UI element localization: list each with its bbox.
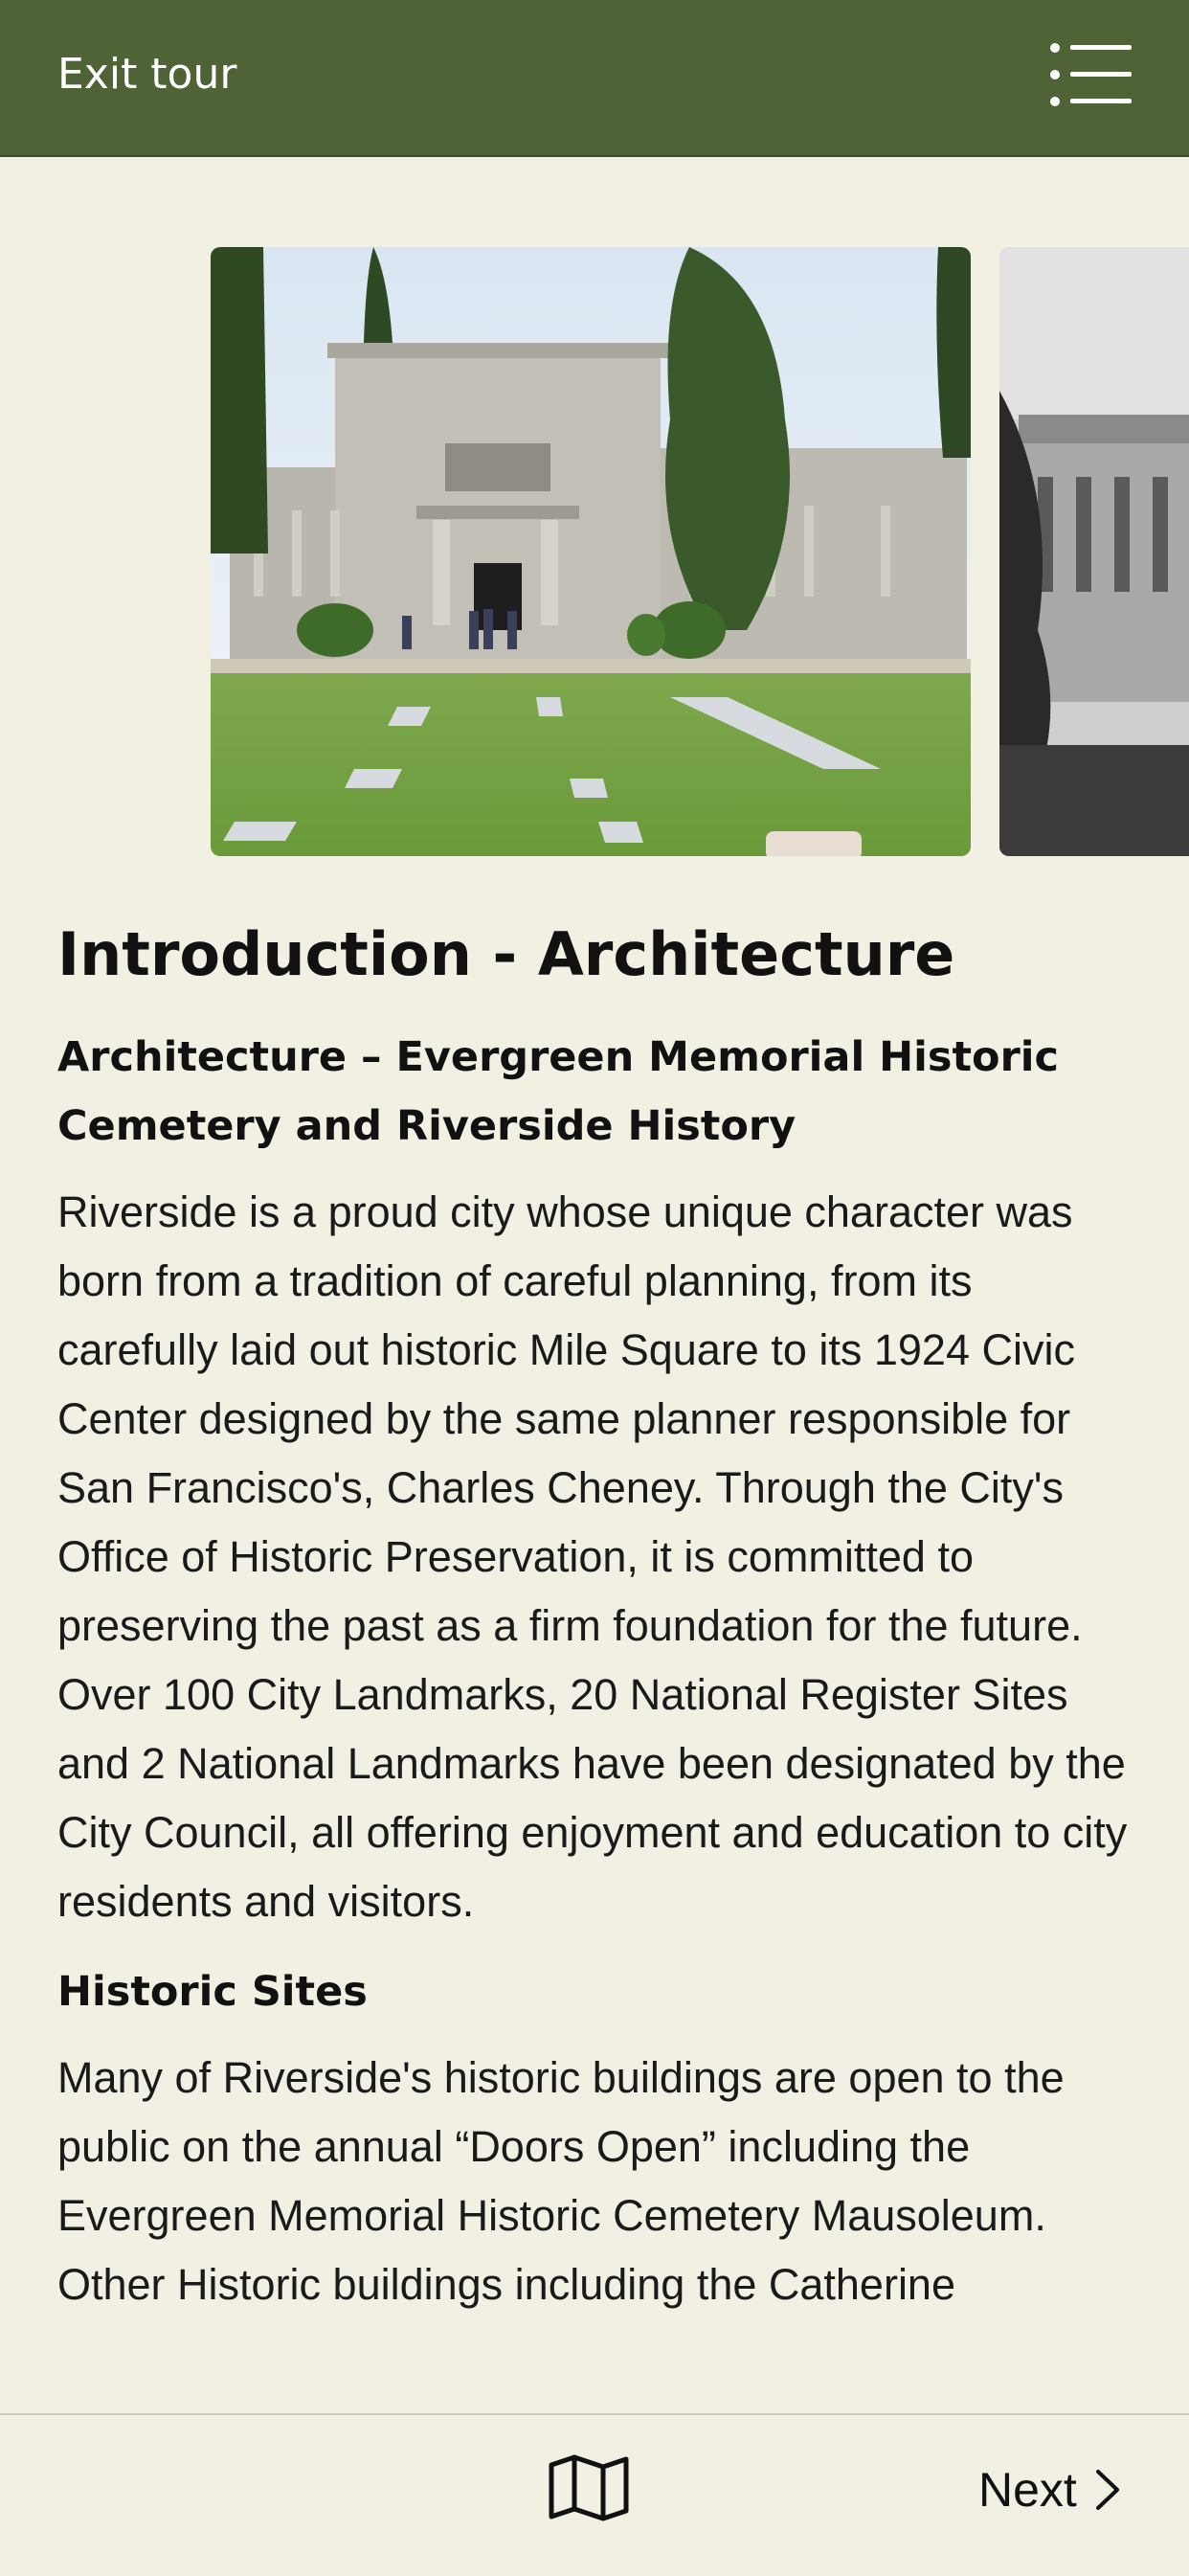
bottom-bar (0, 2413, 1189, 2576)
article-paragraph: Many of Riverside's historic buildings are open to the public on the annual “Doors Open” including the Evergreen Memorial Historic Cemetery Mausoleum. Other Historic buildings including the Catherine (57, 2053, 1065, 2310)
next-label: Next (978, 2463, 1077, 2517)
article-subtitle: Architecture – Evergreen Memorial Historic Cemetery and Riverside History (57, 1033, 1060, 1151)
map-button[interactable] (548, 2453, 630, 2522)
map-icon (548, 2453, 630, 2522)
top-bar (0, 0, 1189, 157)
historic-building-photo[interactable] (999, 247, 1189, 856)
image-carousel[interactable] (0, 247, 1189, 856)
exit-tour-button[interactable]: Exit tour (57, 50, 237, 99)
list-menu-icon (1049, 42, 1135, 109)
chevron-right-icon (1094, 2468, 1121, 2512)
mausoleum-photo[interactable] (211, 247, 971, 856)
next-button[interactable] (978, 2461, 1121, 2519)
menu-button[interactable] (1049, 42, 1135, 109)
article-paragraph: Riverside is a proud city whose unique character was born from a tradition of careful planning, from its carefully laid out historic Mile Square to its 1924 Civic Center designed by the same planner responsible for San Francisco's, Charles Cheney. Through the City's Office of Historic Preservation, it is committed to preserving the past as a firm foundation for the future. Over 100 City Landmarks, 20 National Register Sites and 2 National Landmarks have been designated by the City Council, all offering enjoyment and education to city residents and visitors. (57, 1187, 1128, 1927)
page-title: Introduction - Architecture (57, 919, 955, 989)
article (57, 919, 1139, 2319)
section-heading: Historic Sites (57, 1968, 368, 2017)
